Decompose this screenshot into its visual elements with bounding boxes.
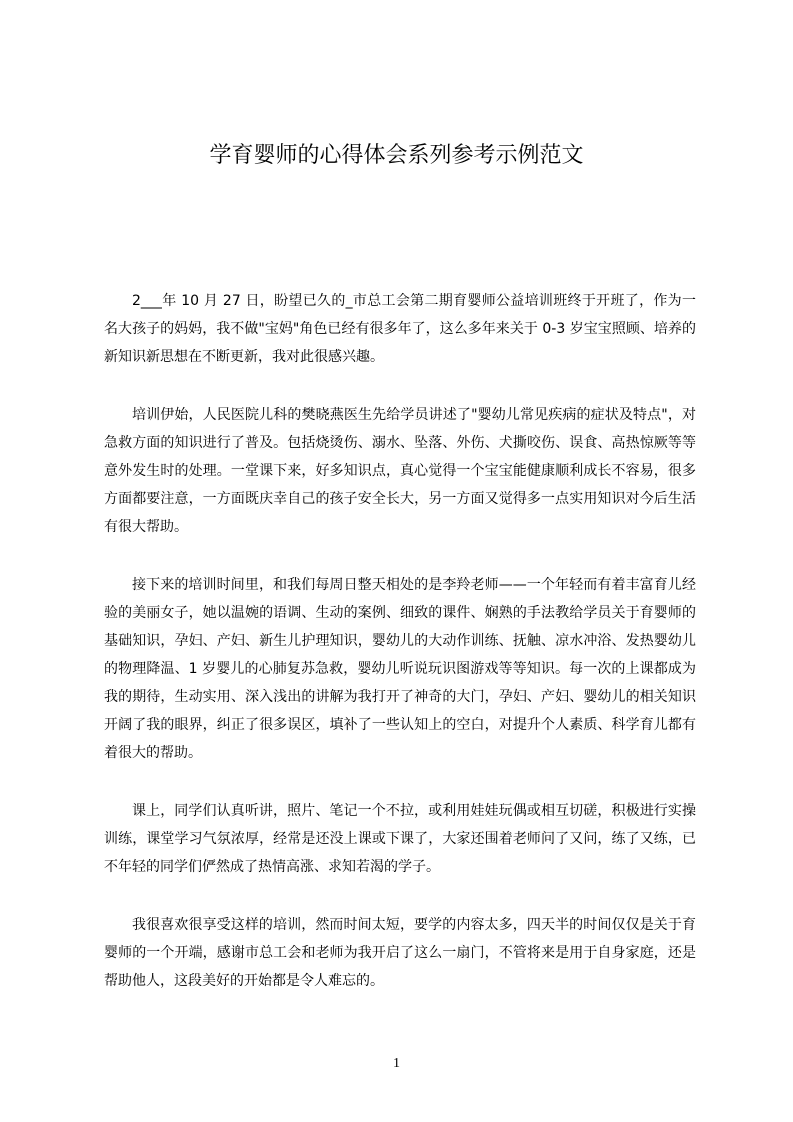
paragraph-1: 2___年 10 月 27 日，盼望已久的_市总工会第二期育婴师公益培训班终于开班了，作为一名大孩子的妈妈，我不做"宝妈"角色已经有很多年了，这么多年来关于 0-3 岁宝宝照顾、培养的新知识新思想在不断更新，我对此很感兴趣。 xyxy=(104,293,696,365)
paragraph-5: 我很喜欢很享受这样的培训，然而时间太短，要学的内容太多，四天半的时间仅仅是关于育婴师的一个开端，感谢市总工会和老师为我开启了这么一扇门，不管将来是用于自身家庭，还是帮助他人，这段美好的开始都是令人难忘的。 xyxy=(104,917,696,989)
page-number: 1 xyxy=(393,1056,400,1071)
paragraph-2: 培训伊始，人民医院儿科的樊晓燕医生先给学员讲述了"婴幼儿常见疾病的症状及特点"，对急救方面的知识进行了普及。包括烧烫伤、溺水、坠落、外伤、犬撕咬伤、误食、高热惊厥等等意外发生时的处理。一堂课下来，好多知识点，真心觉得一个宝宝能健康顺利成长不容易，很多方面都要注意，一方面既庆幸自己的孩子安全长大，另一方面又觉得多一点实用知识对今后生活有很大帮助。 xyxy=(104,407,696,535)
document-body xyxy=(104,287,696,1025)
paragraph-3: 接下来的培训时间里，和我们每周日整天相处的是李羚老师——一个年轻而有着丰富育儿经验的美丽女子，她以温婉的语调、生动的案例、细致的课件、娴熟的手法教给学员关于育婴师的基础知识，孕妇、产妇、新生儿护理知识，婴幼儿的大动作训练、抚触、凉水冲浴、发热婴幼儿的物理降温、1 岁婴儿的心肺复苏急救，婴幼儿听说玩识图游戏等等知识。每一次的上课都成为我的期待，生动实用、深入浅出的讲解为我打开了神奇的大门，孕妇、产妇、婴幼儿的相关知识开阔了我的眼界，纠正了很多误区，填补了一些认知上的空白，对提升个人素质、科学育儿都有着很大的帮助。 xyxy=(104,577,696,761)
document-title: 学育婴师的心得体会系列参考示例范文 xyxy=(209,143,584,168)
paragraph-4: 课上，同学们认真听讲，照片、笔记一个不拉，或利用娃娃玩偶或相互切磋，积极进行实操训练，课堂学习气氛浓厚，经常是还没上课或下课了，大家还围着老师问了又问，练了又练，已不年轻的同学们俨然成了热情高涨、求知若渴的学子。 xyxy=(104,803,696,875)
